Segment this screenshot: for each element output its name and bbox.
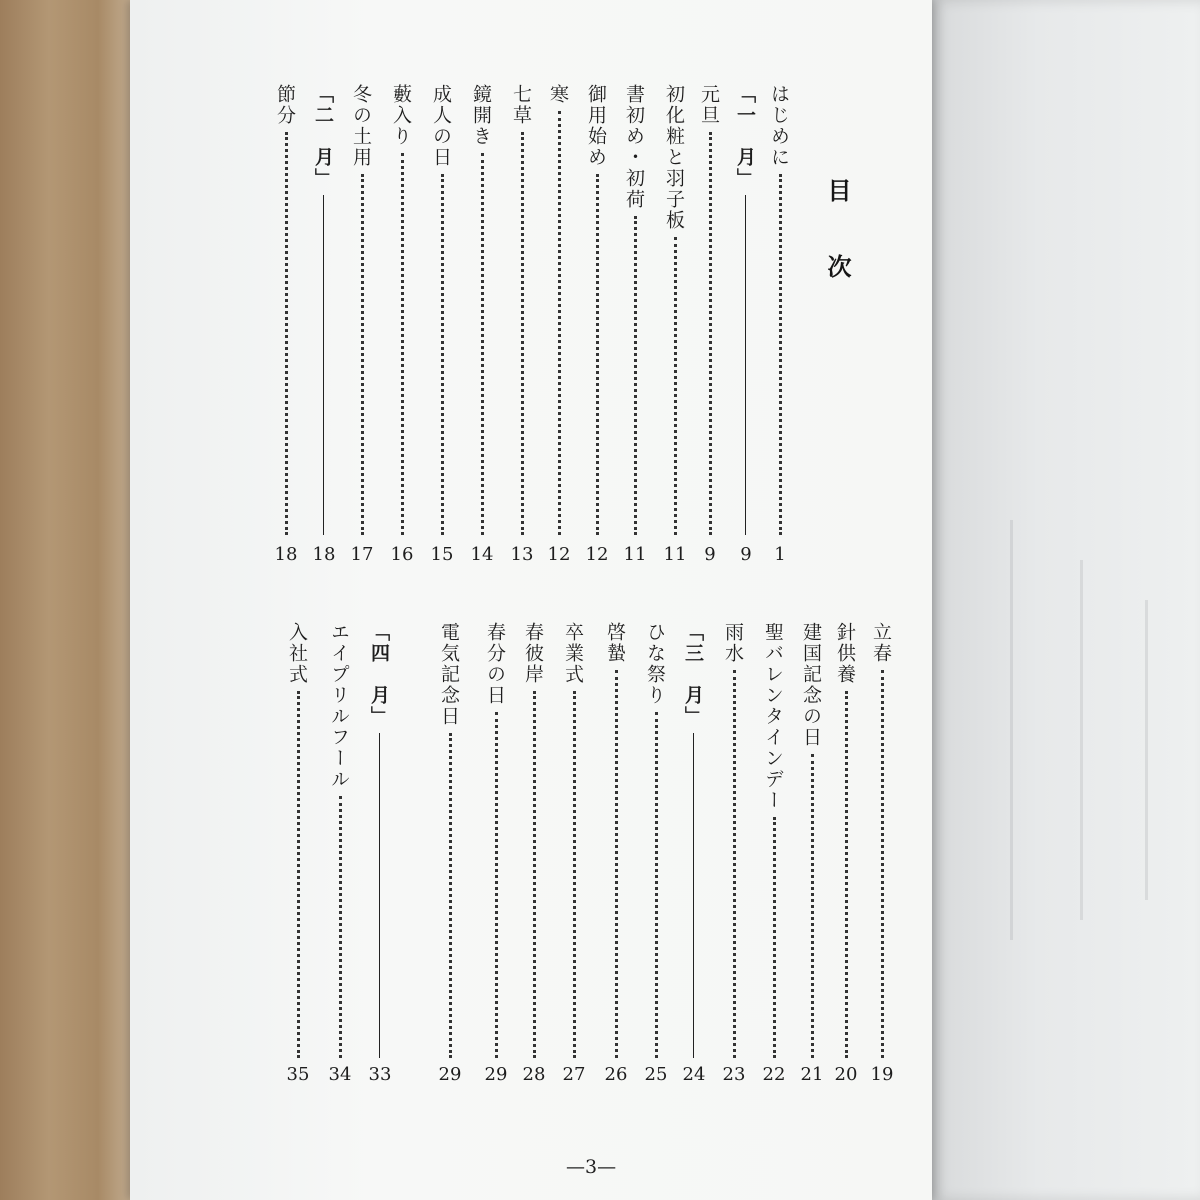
toc-page-number: 29 [438, 1064, 462, 1085]
toc-entry-label: 入社式 [286, 622, 308, 685]
toc-page-number: 20 [834, 1064, 858, 1085]
toc-entry-label: 初化粧と羽子板 [663, 84, 685, 231]
dot-leader [634, 216, 637, 535]
dot-leader [449, 733, 452, 1058]
toc-entry-label: 建国記念の日 [800, 622, 822, 748]
toc-entry-label: 「一 月」 [734, 84, 756, 189]
toc-page-number: 35 [286, 1064, 310, 1085]
toc-page-number: 14 [470, 544, 494, 565]
page-title: 目次 [823, 178, 852, 330]
toc-page-number: 33 [368, 1064, 392, 1085]
toc-page-number: 29 [484, 1064, 508, 1085]
toc-entry-label: 元旦 [698, 84, 720, 126]
dot-leader [441, 174, 444, 535]
dot-leader [733, 670, 736, 1058]
toc-page-number: 12 [585, 544, 609, 565]
toc-page-number: 11 [663, 544, 687, 565]
toc-entry-label: 藪入り [390, 84, 412, 147]
toc-page-number: 21 [800, 1064, 824, 1085]
dot-leader [674, 237, 677, 535]
dot-leader [845, 691, 848, 1058]
toc-page-number: 28 [522, 1064, 546, 1085]
dot-leader [401, 153, 404, 535]
toc-entry-label: 七草 [510, 84, 532, 126]
toc-entry-label: 春彼岸 [522, 622, 544, 685]
toc-page-number: 34 [328, 1064, 352, 1085]
dot-leader [655, 712, 658, 1058]
dot-leader [811, 754, 814, 1058]
faint-print-line [1010, 520, 1013, 940]
toc-entry-label: 御用始め [585, 84, 607, 168]
toc-page-number: 13 [510, 544, 534, 565]
toc-page-number: 16 [390, 544, 414, 565]
month-rule [693, 733, 694, 1058]
dot-leader [596, 174, 599, 535]
dot-leader [521, 132, 524, 535]
toc-page-number: 27 [562, 1064, 586, 1085]
dot-leader [285, 132, 288, 535]
toc-entry-label: はじめに [768, 84, 790, 168]
dot-leader [533, 691, 536, 1058]
dot-leader [709, 132, 712, 535]
toc-page-number: 18 [312, 544, 336, 565]
toc-entry-label: 「四 月」 [368, 622, 390, 727]
toc-entry-label: 雨水 [722, 622, 744, 664]
toc-entry-label: 電気記念日 [438, 622, 460, 727]
toc-page-number: 12 [547, 544, 571, 565]
toc-page-number: 9 [704, 544, 716, 565]
dot-leader [881, 670, 884, 1058]
toc-page [130, 0, 932, 1200]
toc-entry-label: 「二 月」 [312, 84, 334, 189]
toc-page-number: 19 [870, 1064, 894, 1085]
toc-entry-label: 「三 月」 [682, 622, 704, 727]
dot-leader [339, 796, 342, 1058]
toc-entry-label: エイプリルフール [328, 622, 350, 790]
month-rule [379, 733, 380, 1058]
toc-entry-label: 鏡開き [470, 84, 492, 147]
toc-page-number: 26 [604, 1064, 628, 1085]
dot-leader [558, 111, 561, 535]
facing-page [930, 0, 1200, 1200]
page-number: —3— [566, 1156, 617, 1178]
background-wood [0, 0, 140, 1200]
toc-entry-label: 節分 [274, 84, 296, 126]
toc-entry-label: ひな祭り [644, 622, 666, 706]
faint-print-line [1145, 600, 1148, 900]
toc-page-number: 22 [762, 1064, 786, 1085]
toc-entry-label: 書初め・初荷 [623, 84, 645, 210]
toc-entry-label: 聖バレンタインデー [762, 622, 784, 811]
dot-leader [297, 691, 300, 1058]
dot-leader [361, 174, 364, 535]
toc-page-number: 23 [722, 1064, 746, 1085]
toc-entry-label: 寒 [547, 84, 569, 105]
toc-page-number: 17 [350, 544, 374, 565]
toc-entry-label: 卒業式 [562, 622, 584, 685]
dot-leader [481, 153, 484, 535]
toc-entry-label: 春分の日 [484, 622, 506, 706]
dot-leader [773, 817, 776, 1058]
toc-page-number: 9 [740, 544, 752, 565]
toc-page-number: 24 [682, 1064, 706, 1085]
toc-entry-label: 啓蟄 [604, 622, 626, 664]
month-rule [323, 195, 324, 535]
toc-page-number: 18 [274, 544, 298, 565]
faint-print-line [1080, 560, 1083, 920]
toc-entry-label: 針供養 [834, 622, 856, 685]
dot-leader [573, 691, 576, 1058]
toc-entry-label: 成人の日 [430, 84, 452, 168]
dot-leader [495, 712, 498, 1058]
toc-page-number: 15 [430, 544, 454, 565]
toc-page-number: 1 [774, 544, 786, 565]
dot-leader [615, 670, 618, 1058]
toc-entry-label: 立春 [870, 622, 892, 664]
toc-page-number: 25 [644, 1064, 668, 1085]
month-rule [745, 195, 746, 535]
dot-leader [779, 174, 782, 535]
toc-page-number: 11 [623, 544, 647, 565]
toc-entry-label: 冬の土用 [350, 84, 372, 168]
